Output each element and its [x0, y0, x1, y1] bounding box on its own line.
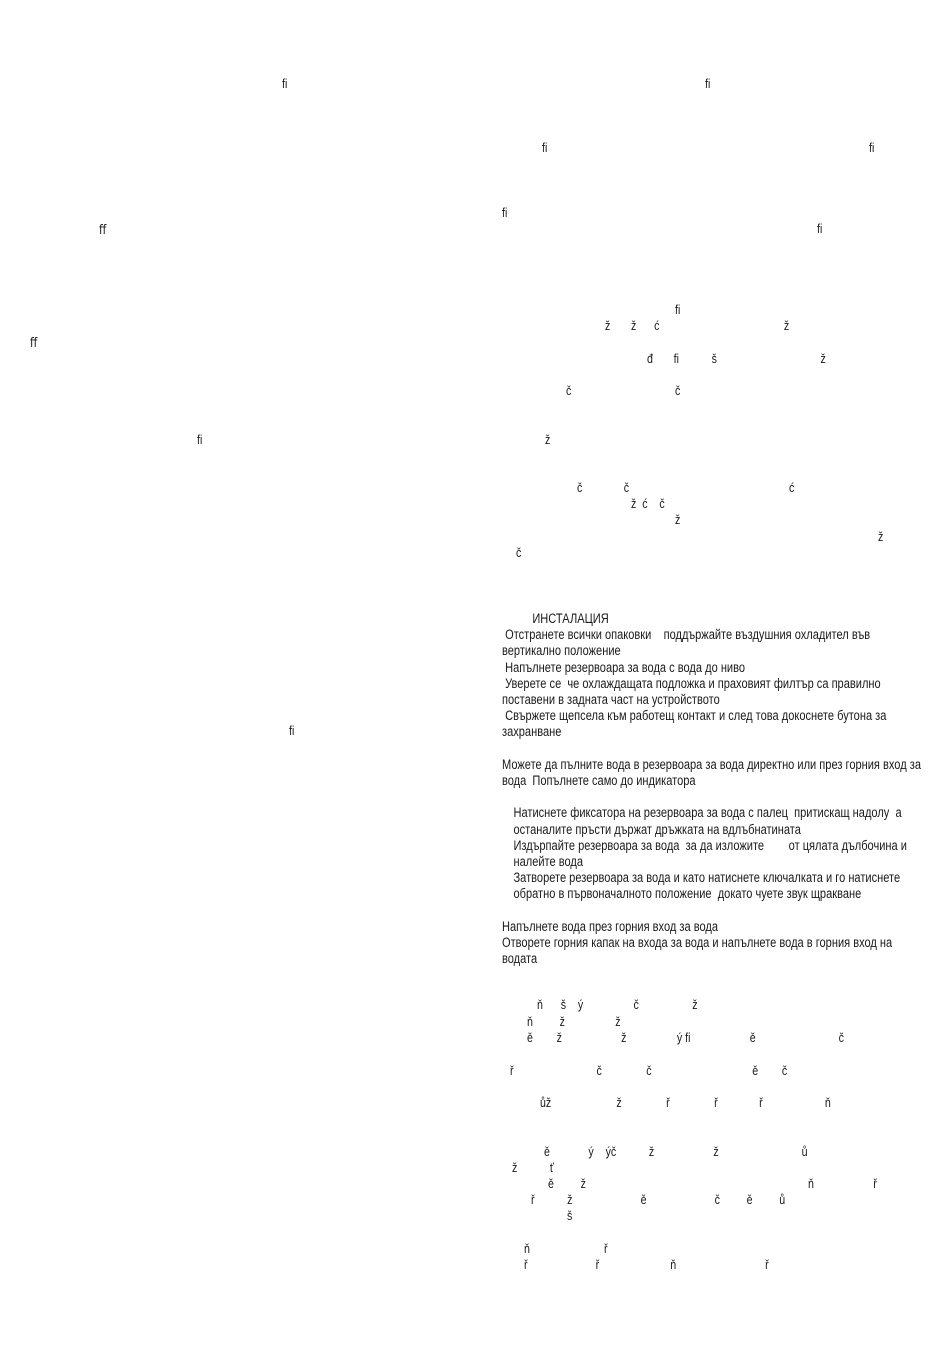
stray-glyph: ň š ý č ž — [537, 997, 698, 1012]
stray-glyph: ﬁ — [705, 76, 711, 91]
stray-glyph: ň ř — [524, 1241, 608, 1256]
stray-glyph: č č — [566, 383, 681, 398]
stray-glyph: ﬀ — [30, 335, 38, 350]
stray-glyph: ž — [675, 512, 681, 527]
install-step: Уверете се че охлаждащата подложка и праховият филтър са правилно поставени в задната част на устройството — [502, 675, 884, 708]
stray-glyph: ﬁ — [817, 221, 823, 236]
install-step: Свържете щепсела към работещ контакт и след това докоснете бутона за захранване — [502, 708, 890, 740]
stray-glyph: ﬁ — [675, 302, 681, 317]
stray-glyph: ﬁ — [502, 205, 508, 220]
stray-glyph: ž ť — [512, 1160, 554, 1175]
stray-glyph: ž ž ć ž — [605, 318, 790, 333]
stray-glyph: ﬁ — [542, 140, 548, 155]
stray-glyph: ﬀ — [99, 222, 107, 237]
stray-glyph: ž ć č — [631, 496, 665, 511]
stray-glyph: đ ﬁ š ž — [647, 351, 826, 366]
stray-glyph: č — [516, 545, 522, 560]
stray-glyph: ﬁ — [869, 140, 875, 155]
top-fill-text: Отворете горния капак на входа за вода и напълнете вода в горния вход на водата — [502, 935, 896, 967]
stray-glyph: č č ć — [577, 480, 795, 495]
install-step: Напълнете резервоара за вода с вода до ниво — [502, 659, 746, 675]
tank-substep: Затворете резервоара за вода и като натиснете ключалката и го натиснете обратно в първоначалното положение докато чуете звук щракване — [513, 870, 904, 902]
stray-glyph: ř č č ě č — [510, 1063, 788, 1078]
install-step: Отстранете всички опаковки поддържайте въздушния охладител във вертикално положение — [502, 627, 874, 659]
stray-glyph: ﬁ — [197, 432, 203, 447]
section-title: ИНСТАЛАЦИЯ — [532, 611, 609, 626]
stray-glyph: ř ž ě č ě ů — [531, 1192, 786, 1207]
fill-note: Можете да пълните вода в резервоара за вода директно или през горния вход за вода Попълнете само до индикатора — [502, 756, 925, 789]
top-fill-heading: Напълнете вода през горния вход за вода — [502, 918, 718, 934]
stray-glyph: ž — [545, 432, 551, 447]
stray-glyph: ﬁ — [289, 723, 295, 738]
stray-glyph: ř ř ň ř — [524, 1257, 769, 1272]
tank-substep: Издърпайте резервоара за вода за да изложите от цялата дълбочина и налейте вода — [513, 837, 911, 870]
stray-glyph: ě ý ýč ž ž ů — [544, 1144, 808, 1159]
tank-substep: Натиснете фиксатора на резервоара за вода с палец притискащ надолу а останалите пръсти държат дръжката на вдлъбнатината — [513, 805, 905, 837]
stray-glyph: ž — [878, 529, 884, 544]
stray-glyph: ě ž ň ř — [548, 1176, 877, 1191]
stray-glyph: ň ž ž — [527, 1014, 621, 1029]
stray-glyph: ﬁ — [282, 76, 288, 91]
stray-glyph: š — [567, 1208, 573, 1223]
stray-glyph: ě ž ž ý ﬁ ě č — [527, 1030, 844, 1045]
installation-section — [502, 611, 928, 967]
stray-glyph: ůž ž ř ř ř ň — [540, 1095, 831, 1110]
